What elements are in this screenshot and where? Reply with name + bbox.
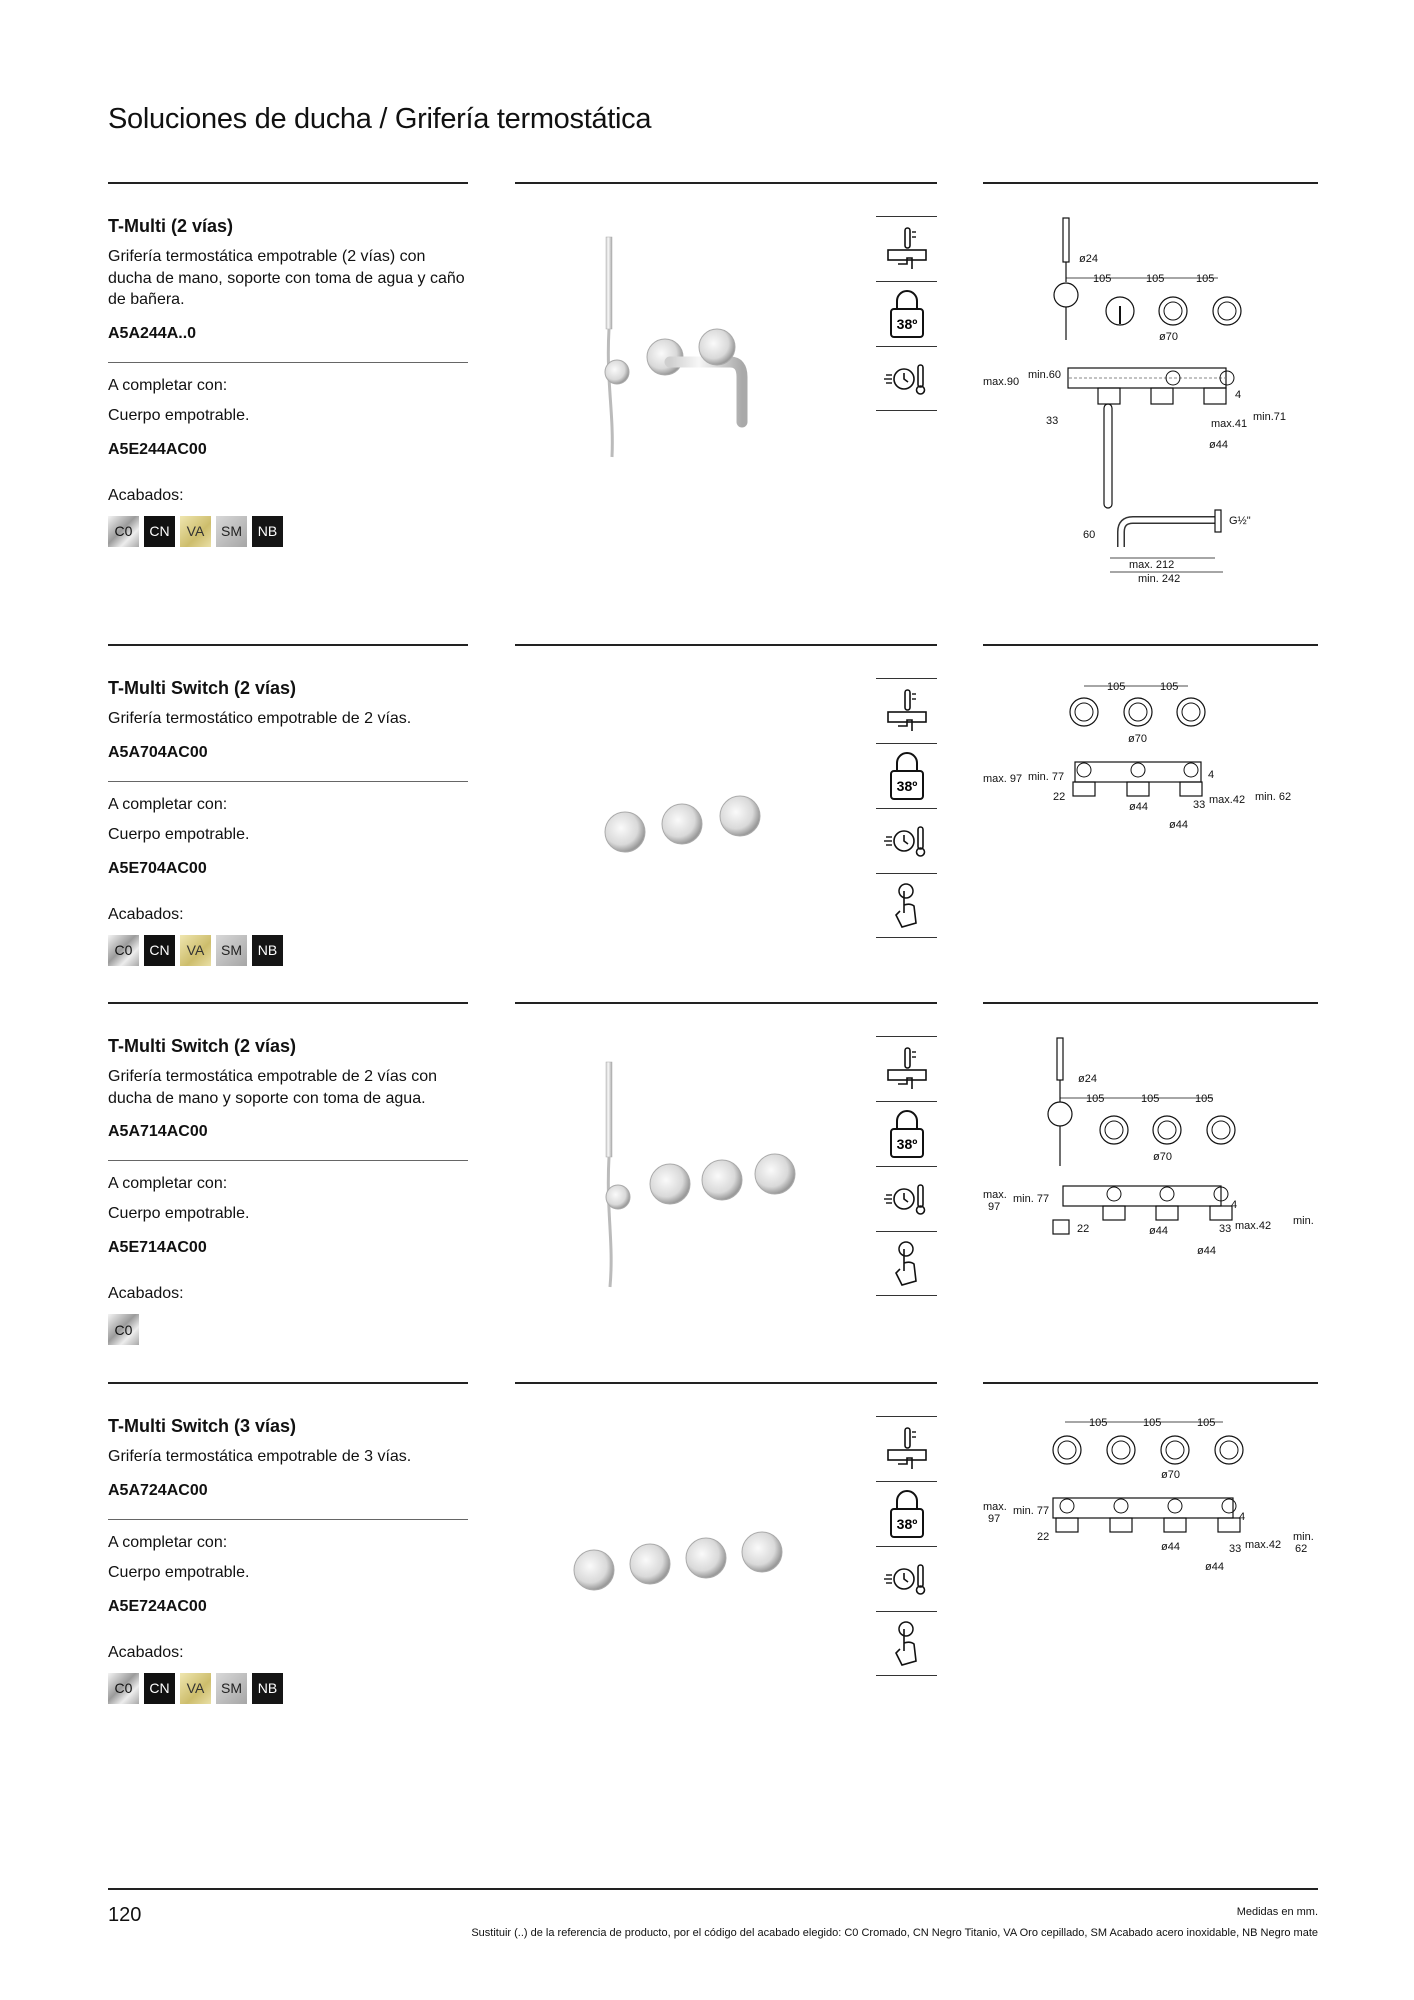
thermostat-icon [876,1416,937,1481]
dimension-label: ø44 [1169,819,1188,831]
dimension-label: ø44 [1209,439,1228,451]
dimension-label: 97 [988,1513,1001,1525]
body-label: Cuerpo empotrable. [108,1563,250,1581]
body-code: A5E724AC00 [108,1597,207,1615]
dimension-label: min. 242 [1138,573,1181,585]
dimension-label: 105 [1160,681,1179,693]
dimension-label: 105 [1146,273,1165,285]
eco-timer-icon [876,1166,937,1231]
divider [108,644,468,646]
finish-swatches [108,1314,468,1345]
body-code: A5E714AC00 [108,1239,207,1256]
eco-timer-icon [876,808,937,873]
dimension-label: 105 [1093,273,1112,285]
product-info [108,1415,468,1704]
dimension-label: ø44 [1197,1245,1216,1257]
body-label: Cuerpo empotrable. [108,825,250,843]
product-description: Grifería termostática empotrable de 2 vías con ducha de mano y soporte con toma de agua. [108,1068,438,1107]
divider [108,362,468,363]
dimension-label: ø44 [1205,1561,1224,1573]
divider [108,1519,468,1520]
finish-swatch-va: VA [180,935,211,966]
divider [983,1002,1318,1004]
thermostat-icon [876,1036,937,1101]
dimension-label: 33 [1219,1223,1232,1235]
finish-swatch-c0: C0 [108,516,139,547]
body-label: Cuerpo empotrable. [108,1205,250,1222]
thermostat-icon [876,216,937,281]
finish-swatches [108,935,468,966]
divider [515,1002,937,1004]
dimension-label: 105 [1196,273,1215,285]
dimension-label: max.41 [1211,418,1248,430]
body-code: A5E704AC00 [108,859,207,877]
product-name: T-Multi Switch (2 vías) [108,1036,297,1056]
units-note: Medidas en mm. [1236,1906,1318,1918]
footer-note: Sustituir (..) de la referencia de producto, por el código del acabado elegido: C0 Cromado, CN Negro Titanio, VA Oro cepillado, SM Acabado acero inoxidable, NB Negro mate [471,1927,1318,1939]
divider [983,1382,1318,1384]
feature-icons [876,1036,937,1296]
dimension-label: 105 [1195,1093,1214,1105]
divider [515,182,937,184]
body-code: A5E244AC00 [108,440,207,458]
dimension-label: 105 [1107,681,1126,693]
finish-swatch-sm: SM [216,1673,247,1704]
finish-swatch-nb: NB [252,516,283,547]
push-button-icon [876,1231,937,1296]
feature-icons [876,678,937,938]
finishes-label: Acabados: [108,1643,184,1661]
page-number: 120 [108,1904,142,1926]
finish-swatches [108,1673,468,1704]
finish-swatch-cn: CN [144,516,175,547]
technical-drawing [983,1414,1318,1584]
technical-drawing [983,1034,1318,1284]
finish-swatch-sm: SM [216,935,247,966]
product-code: A5A714AC00 [108,1123,208,1140]
complete-with-label: A completar con: [108,795,228,813]
dimension-label: max. [983,1189,1007,1201]
product-description: Grifería termostático empotrable de 2 vías. [108,710,412,727]
divider [983,644,1318,646]
dimension-label: ø44 [1161,1541,1180,1553]
dimension-label: ø24 [1078,1073,1097,1085]
dimension-label: max. [983,1501,1007,1513]
finishes-label: Acabados: [108,1285,184,1302]
product-photo [510,212,855,462]
finish-swatch-c0: C0 [108,1314,139,1345]
complete-with-label: A completar con: [108,376,228,394]
complete-with-label: A completar con: [108,1175,228,1192]
dimension-label: ø44 [1129,801,1148,813]
dimension-label: 4 [1208,769,1215,781]
dimension-label: min. 77 [1013,1505,1050,1517]
product-info [108,677,468,966]
divider [515,644,937,646]
divider [108,1002,468,1004]
product-name: T-Multi Switch (3 vías) [108,1416,297,1436]
product-code: A5A244A..0 [108,324,197,342]
dimension-label: max.90 [983,376,1020,388]
thermostat-icon [876,678,937,743]
product-photo [510,1422,855,1652]
page-title: Soluciones de ducha / Grifería termostática [108,103,652,135]
eco-timer-icon [876,1546,937,1611]
finishes-label: Acabados: [108,486,184,504]
dimension-label: ø70 [1128,733,1147,745]
dimension-label: max. 212 [1129,559,1175,571]
finish-swatch-va: VA [180,1673,211,1704]
divider [108,1160,468,1161]
product-description: Grifería termostática empotrable (2 vías) con ducha de mano, soporte con toma de agua y caño de bañera. [108,248,465,308]
dimension-label: 22 [1037,1531,1050,1543]
product-name: T-Multi (2 vías) [108,216,234,236]
temperature-label: 38º [896,1136,917,1152]
feature-icons [876,1416,937,1676]
dimension-label: 4 [1235,389,1242,401]
finish-swatch-sm: SM [216,516,247,547]
product-description: Grifería termostática empotrable de 3 vías. [108,1448,412,1465]
dimension-label: 105 [1089,1417,1108,1429]
dimension-label: min.71 [1253,411,1287,423]
dimension-label: 105 [1143,1417,1162,1429]
dimension-label: max.42 [1209,794,1246,806]
product-photo [510,1052,855,1292]
dimension-label: 22 [1077,1223,1090,1235]
technical-drawing [983,212,1318,622]
dimension-label: 62 [1295,1543,1308,1555]
dimension-label: 105 [1086,1093,1105,1105]
dimension-label: 33 [1193,799,1206,811]
dimension-label: min. 62 [1255,791,1292,803]
dimension-label: ø70 [1153,1151,1172,1163]
temperature-label: 38º [896,316,917,332]
temperature-label: 38º [896,1516,917,1532]
feature-icons [876,216,937,411]
divider [108,182,468,184]
dimension-label: min. [1293,1215,1314,1227]
dimension-label: max.42 [1235,1220,1272,1232]
divider [108,781,468,782]
finish-swatch-c0: C0 [108,1673,139,1704]
dimension-label: ø70 [1161,1469,1180,1481]
dimension-label: min.60 [1028,369,1062,381]
product-info [108,215,468,547]
dimension-label: 4 [1231,1199,1238,1211]
push-button-icon [876,873,937,938]
finish-swatch-cn: CN [144,1673,175,1704]
dimension-label: 60 [1083,529,1096,541]
dimension-label: 33 [1229,1543,1242,1555]
temperature-lock-icon [876,1481,937,1546]
dimension-label: ø44 [1149,1225,1168,1237]
finish-swatch-c0: C0 [108,935,139,966]
product-name: T-Multi Switch (2 vías) [108,678,297,698]
footer-divider [108,1888,1318,1890]
dimension-label: 22 [1053,791,1066,803]
dimension-label: min. 77 [1013,1193,1050,1205]
temperature-lock-icon [876,743,937,808]
complete-with-label: A completar con: [108,1533,228,1551]
dimension-label: 105 [1197,1417,1216,1429]
product-photo [510,684,855,914]
dimension-label: min. 77 [1028,771,1065,783]
temperature-lock-icon [876,1101,937,1166]
dimension-label: 105 [1141,1093,1160,1105]
dimension-label: max. 97 [983,773,1023,785]
finishes-label: Acabados: [108,905,184,923]
body-label: Cuerpo empotrable. [108,406,250,424]
dimension-label: ø24 [1079,253,1098,265]
finish-swatch-va: VA [180,516,211,547]
dimension-label: G½" [1229,515,1251,527]
product-info [108,1035,468,1345]
dimension-label: 4 [1239,1511,1246,1523]
push-button-icon [876,1611,937,1676]
dimension-label: 97 [988,1201,1001,1213]
finish-swatches [108,516,468,547]
eco-timer-icon [876,346,937,411]
technical-drawing [983,672,1318,852]
divider [983,182,1318,184]
dimension-label: max.42 [1245,1539,1282,1551]
finish-swatch-nb: NB [252,935,283,966]
temperature-label: 38º [896,778,917,794]
dimension-label: 33 [1046,415,1059,427]
divider [108,1382,468,1384]
dimension-label: ø70 [1159,331,1178,343]
product-code: A5A704AC00 [108,743,208,761]
dimension-label: min. [1293,1531,1314,1543]
temperature-lock-icon [876,281,937,346]
divider [515,1382,937,1384]
finish-swatch-cn: CN [144,935,175,966]
product-code: A5A724AC00 [108,1481,208,1499]
finish-swatch-nb: NB [252,1673,283,1704]
